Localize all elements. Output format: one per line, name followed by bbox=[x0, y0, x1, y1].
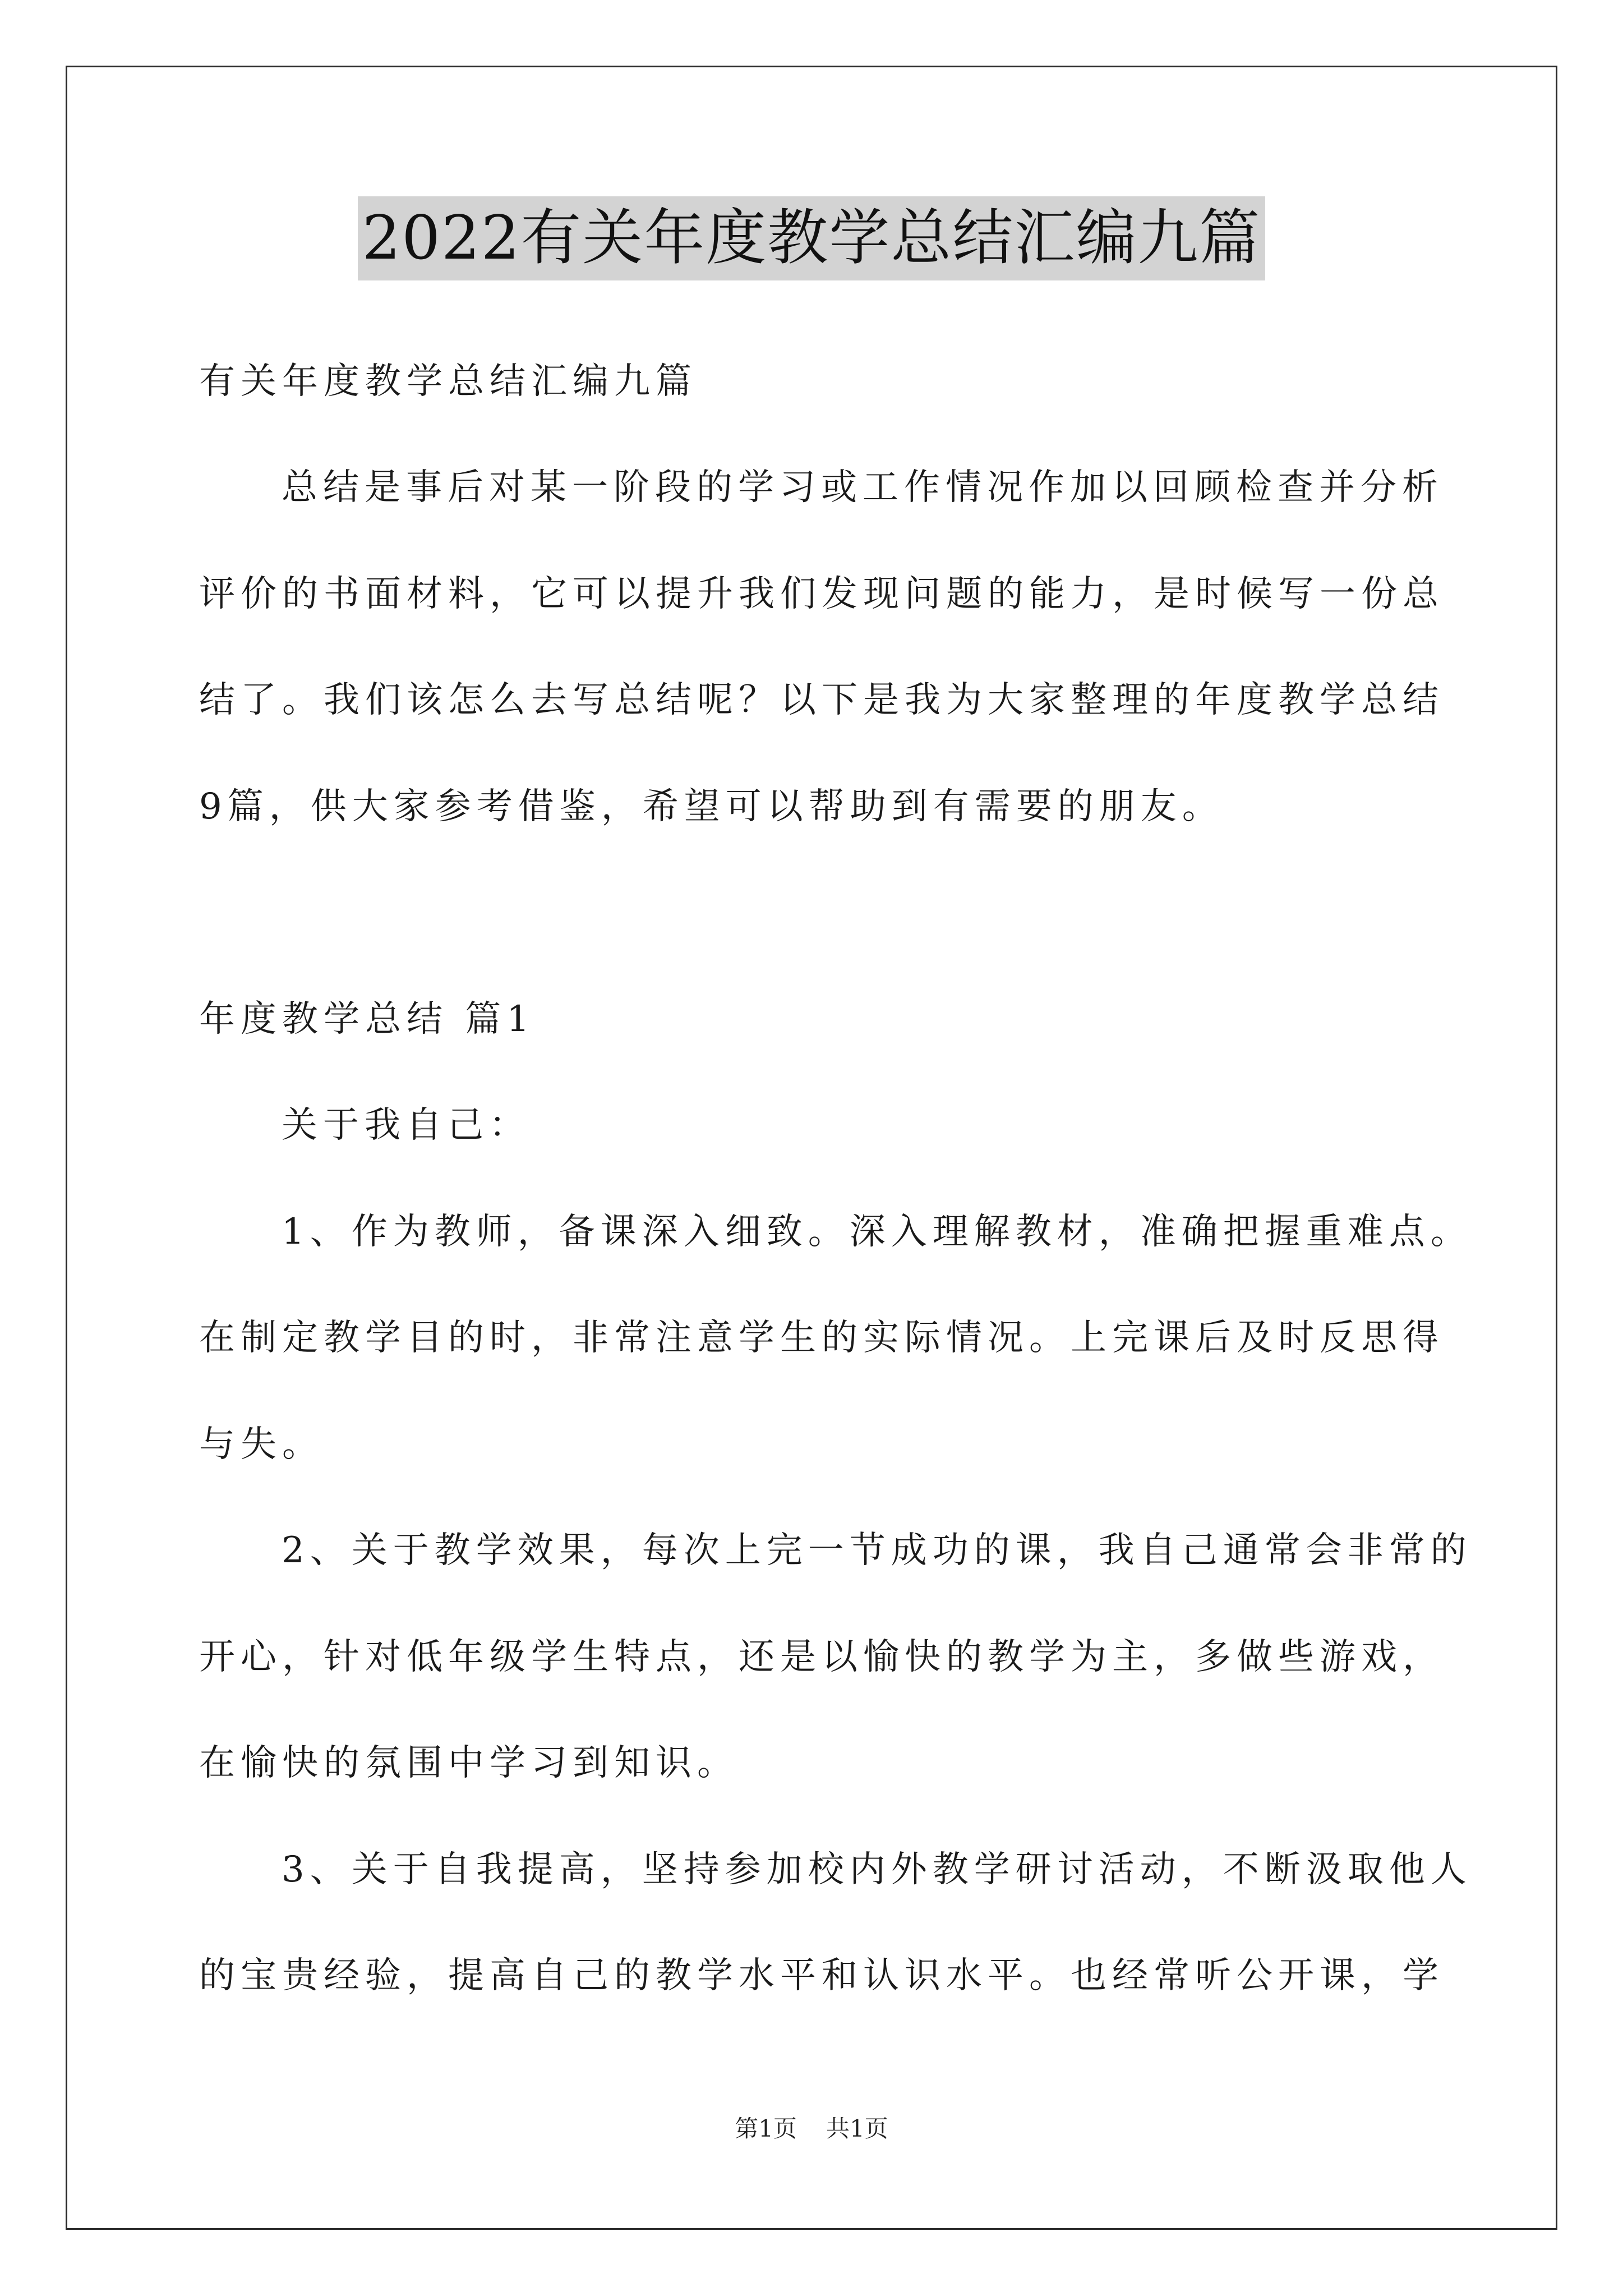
title-container bbox=[0, 196, 1623, 280]
paragraph-line: 的宝贵经验，提高自己的教学水平和认识水平。也经常听公开课，学 bbox=[199, 1955, 1444, 1996]
paragraph-line: 评价的书面材料，它可以提升我们发现问题的能力，是时候写一份总 bbox=[199, 573, 1444, 615]
paragraph-line: 1、作为教师，备课深入细致。深入理解教材，准确把握重难点。 bbox=[282, 1211, 1472, 1253]
page-number: 第1页 bbox=[735, 2115, 797, 2142]
paragraph-line: 关于我自己： bbox=[282, 1105, 531, 1146]
section-heading: 年度教学总结 篇1 bbox=[199, 999, 536, 1040]
document-title: 2022有关年度教学总结汇编九篇 bbox=[358, 196, 1266, 280]
paragraph-line: 在愉快的氛围中学习到知识。 bbox=[199, 1742, 739, 1784]
paragraph-line: 与失。 bbox=[199, 1424, 324, 1465]
paragraph-line: 总结是事后对某一阶段的学习或工作情况作加以回顾检查并分析 bbox=[282, 467, 1444, 508]
paragraph-line: 3、关于自我提高，坚持参加校内外教学研讨活动，不断汲取他人 bbox=[282, 1849, 1472, 1890]
paragraph-line: 9篇，供大家参考借鉴，希望可以帮助到有需要的朋友。 bbox=[199, 786, 1224, 827]
page-footer bbox=[0, 2110, 1623, 2144]
paragraph-line: 结了。我们该怎么去写总结呢？以下是我为大家整理的年度教学总结 bbox=[199, 679, 1444, 721]
subtitle-line: 有关年度教学总结汇编九篇 bbox=[199, 361, 697, 402]
page-total: 共1页 bbox=[826, 2115, 888, 2142]
paragraph-line: 开心，针对低年级学生特点，还是以愉快的教学为主，多做些游戏， bbox=[199, 1636, 1444, 1678]
paragraph-line: 在制定教学目的时，非常注意学生的实际情况。上完课后及时反思得 bbox=[199, 1317, 1444, 1359]
paragraph-line: 2、关于教学效果，每次上完一节成功的课，我自己通常会非常的 bbox=[282, 1530, 1472, 1571]
